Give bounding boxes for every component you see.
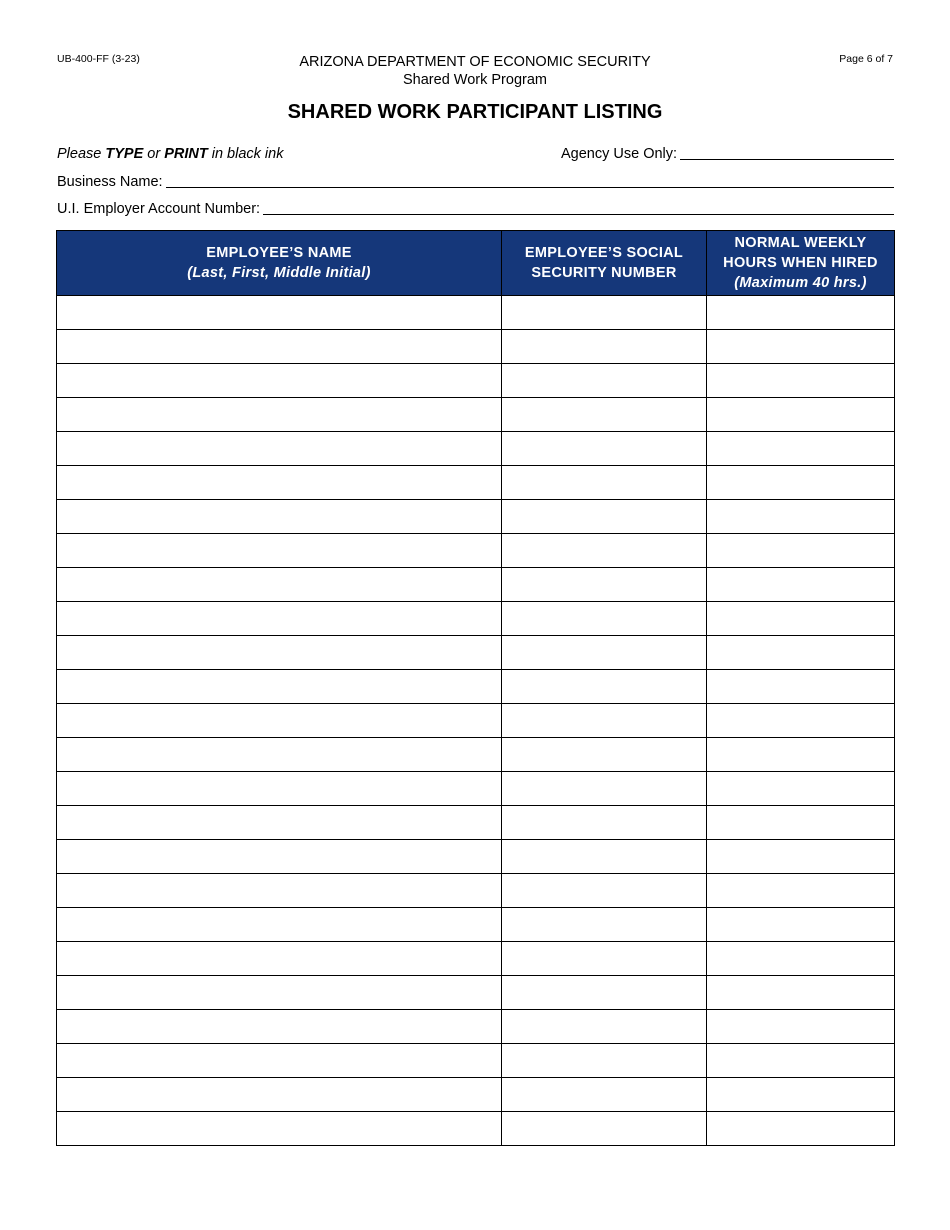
business-name-label: Business Name: [57, 174, 163, 190]
table-row [57, 466, 895, 500]
agency-use-field [561, 145, 894, 163]
table-row [57, 772, 895, 806]
weekly-hours-cell[interactable] [707, 1112, 895, 1146]
employee-name-cell[interactable] [57, 636, 502, 670]
weekly-hours-cell[interactable] [707, 1044, 895, 1078]
table-row [57, 296, 895, 330]
weekly-hours-cell[interactable] [707, 330, 895, 364]
weekly-hours-cell[interactable] [707, 1010, 895, 1044]
ssn-cell[interactable] [502, 1078, 707, 1112]
table-row [57, 398, 895, 432]
weekly-hours-cell[interactable] [707, 704, 895, 738]
table-row [57, 432, 895, 466]
ssn-cell[interactable] [502, 738, 707, 772]
employee-name-cell[interactable] [57, 364, 502, 398]
table-row [57, 364, 895, 398]
ssn-cell[interactable] [502, 806, 707, 840]
ssn-cell[interactable] [502, 1044, 707, 1078]
ssn-cell[interactable] [502, 1112, 707, 1146]
weekly-hours-cell[interactable] [707, 500, 895, 534]
weekly-hours-cell[interactable] [707, 602, 895, 636]
weekly-hours-cell[interactable] [707, 636, 895, 670]
ssn-cell[interactable] [502, 568, 707, 602]
table-row [57, 602, 895, 636]
table-row [57, 1078, 895, 1112]
account-number-field [57, 200, 894, 218]
table-row [57, 840, 895, 874]
weekly-hours-cell[interactable] [707, 568, 895, 602]
weekly-hours-cell[interactable] [707, 840, 895, 874]
ssn-cell[interactable] [502, 466, 707, 500]
table-row [57, 568, 895, 602]
employee-name-cell[interactable] [57, 772, 502, 806]
weekly-hours-cell[interactable] [707, 364, 895, 398]
ink-instruction [57, 145, 283, 163]
ssn-cell[interactable] [502, 874, 707, 908]
column-header-subtitle: (Maximum 40 hrs.) [734, 275, 867, 291]
column-header-ssn [502, 231, 707, 296]
agency-name: ARIZONA DEPARTMENT OF ECONOMIC SECURITY [299, 54, 651, 70]
ssn-cell[interactable] [502, 398, 707, 432]
table-row [57, 908, 895, 942]
weekly-hours-cell[interactable] [707, 670, 895, 704]
column-header-title: EMPLOYEE’S SOCIAL SECURITY NUMBER [524, 245, 684, 281]
column-header-subtitle: (Last, First, Middle Initial) [187, 265, 371, 281]
program-name: Shared Work Program [403, 72, 547, 88]
instruction-ink: in black ink [207, 146, 284, 162]
table-row [57, 534, 895, 568]
instruction-please: Please [57, 146, 106, 162]
employee-name-cell[interactable] [57, 704, 502, 738]
instruction-print: PRINT [164, 146, 208, 162]
page-number: Page 6 of 7 [839, 53, 893, 65]
employee-name-cell[interactable] [57, 534, 502, 568]
weekly-hours-cell[interactable] [707, 398, 895, 432]
table-row [57, 330, 895, 364]
ssn-cell[interactable] [502, 602, 707, 636]
business-name-field [57, 173, 894, 191]
weekly-hours-cell[interactable] [707, 466, 895, 500]
employee-name-cell[interactable] [57, 942, 502, 976]
ssn-cell[interactable] [502, 840, 707, 874]
ssn-cell[interactable] [502, 670, 707, 704]
employee-name-cell[interactable] [57, 1010, 502, 1044]
ssn-cell[interactable] [502, 432, 707, 466]
employee-name-cell[interactable] [57, 296, 502, 330]
employee-name-cell[interactable] [57, 1112, 502, 1146]
form-id: UB-400-FF (3-23) [57, 53, 140, 65]
table-row [57, 806, 895, 840]
weekly-hours-cell[interactable] [707, 874, 895, 908]
ssn-cell[interactable] [502, 976, 707, 1010]
ssn-cell[interactable] [502, 942, 707, 976]
employee-name-cell[interactable] [57, 398, 502, 432]
employee-name-cell[interactable] [57, 432, 502, 466]
employee-name-cell[interactable] [57, 738, 502, 772]
employee-name-cell[interactable] [57, 602, 502, 636]
ssn-cell[interactable] [502, 364, 707, 398]
weekly-hours-cell[interactable] [707, 908, 895, 942]
weekly-hours-cell[interactable] [707, 534, 895, 568]
employee-name-cell[interactable] [57, 670, 502, 704]
weekly-hours-cell[interactable] [707, 942, 895, 976]
instruction-or: or [143, 146, 165, 162]
weekly-hours-cell[interactable] [707, 976, 895, 1010]
employee-name-cell[interactable] [57, 466, 502, 500]
weekly-hours-cell[interactable] [707, 772, 895, 806]
ssn-cell[interactable] [502, 500, 707, 534]
ssn-cell[interactable] [502, 534, 707, 568]
column-header-weekly-hours [707, 231, 895, 296]
table-row [57, 942, 895, 976]
ssn-cell[interactable] [502, 1010, 707, 1044]
table-header-row [57, 231, 895, 296]
table-row [57, 874, 895, 908]
employee-name-cell[interactable] [57, 500, 502, 534]
participant-table [56, 230, 895, 1146]
employee-name-cell[interactable] [57, 908, 502, 942]
employee-name-cell[interactable] [57, 1044, 502, 1078]
ssn-cell[interactable] [502, 772, 707, 806]
employee-name-cell[interactable] [57, 806, 502, 840]
column-header-title: NORMAL WEEKLY HOURS WHEN HIRED [723, 235, 878, 271]
weekly-hours-cell[interactable] [707, 806, 895, 840]
weekly-hours-cell[interactable] [707, 1078, 895, 1112]
employee-name-cell[interactable] [57, 976, 502, 1010]
ssn-cell[interactable] [502, 296, 707, 330]
employee-name-cell[interactable] [57, 840, 502, 874]
weekly-hours-cell[interactable] [707, 432, 895, 466]
table-row [57, 670, 895, 704]
column-header-title: EMPLOYEE’S NAME [206, 245, 352, 261]
ssn-cell[interactable] [502, 636, 707, 670]
employee-name-cell[interactable] [57, 1078, 502, 1112]
account-number-input[interactable] [263, 200, 894, 215]
agency-use-label: Agency Use Only: [561, 146, 678, 162]
table-row [57, 738, 895, 772]
agency-use-input[interactable] [680, 145, 894, 160]
account-number-label: U.I. Employer Account Number: [57, 201, 261, 217]
instruction-type: TYPE [105, 146, 144, 162]
ssn-cell[interactable] [502, 704, 707, 738]
column-header-employee-name [57, 231, 502, 296]
table-row [57, 636, 895, 670]
table-row [57, 500, 895, 534]
table-row [57, 976, 895, 1010]
employee-name-cell[interactable] [57, 568, 502, 602]
table-row [57, 704, 895, 738]
employee-name-cell[interactable] [57, 874, 502, 908]
table-row [57, 1010, 895, 1044]
table-row [57, 1044, 895, 1078]
table-row [57, 1112, 895, 1146]
weekly-hours-cell[interactable] [707, 296, 895, 330]
employee-name-cell[interactable] [57, 330, 502, 364]
weekly-hours-cell[interactable] [707, 738, 895, 772]
ssn-cell[interactable] [502, 908, 707, 942]
ssn-cell[interactable] [502, 330, 707, 364]
business-name-input[interactable] [166, 173, 894, 188]
page-title: SHARED WORK PARTICIPANT LISTING [287, 101, 663, 123]
